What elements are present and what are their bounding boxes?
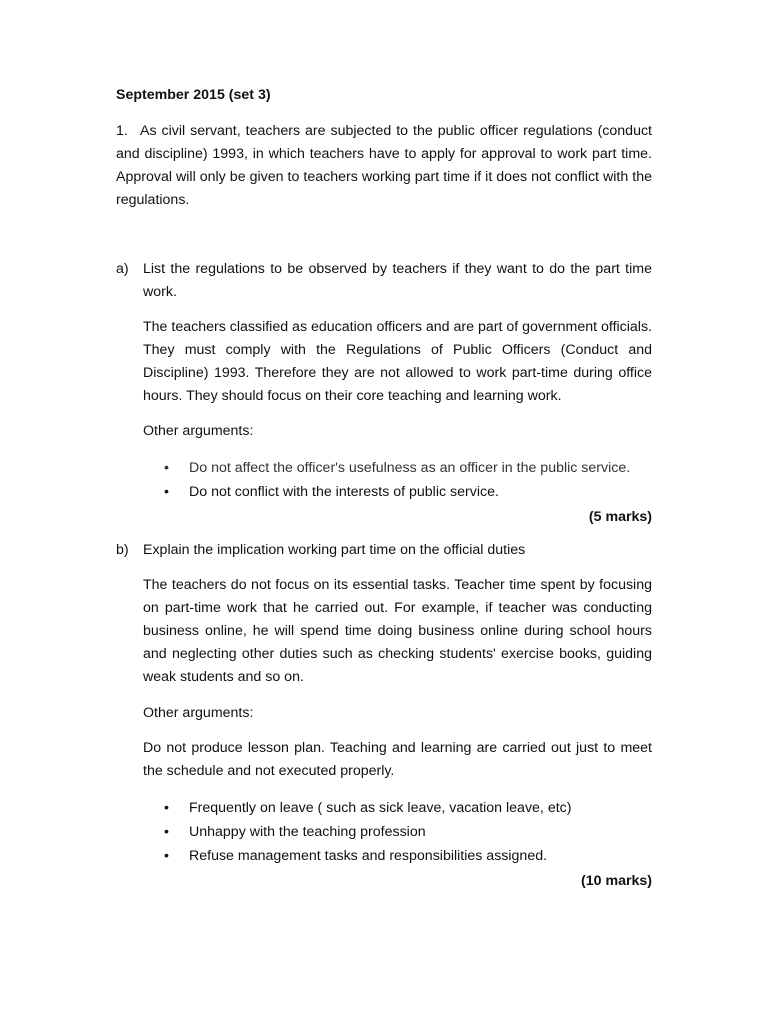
- question-1-number: 1.: [116, 123, 128, 139]
- list-item-text: Refuse management tasks and responsibilities assigned.: [189, 848, 548, 864]
- list-item: [143, 820, 652, 844]
- part-b-other-heading: Other arguments:: [143, 705, 254, 721]
- part-a-question: List the regulations to be observed by teachers if they want to do the part time work.: [143, 261, 652, 300]
- list-item-text: Do not conflict with the interests of public service.: [189, 484, 499, 500]
- list-item: [143, 844, 652, 868]
- part-b-marks: (10 marks): [581, 873, 652, 889]
- part-a-marks: (5 marks): [588, 509, 652, 525]
- part-b-label: b): [116, 542, 129, 558]
- bullet-icon: •: [164, 848, 169, 864]
- part-a-bullet-list: [143, 456, 652, 504]
- bullet-icon: •: [164, 824, 169, 840]
- bullet-icon: •: [164, 460, 169, 476]
- list-item: [143, 480, 652, 504]
- list-item: [143, 456, 652, 480]
- bullet-icon: •: [164, 484, 169, 500]
- list-item-text: Frequently on leave ( such as sick leave, vacation leave, etc): [189, 800, 572, 816]
- bullet-icon: •: [164, 800, 169, 816]
- question-1-text: As civil servant, teachers are subjected to the public officer regulations (conduct and discipline) 1993, in which teachers have to apply for approval to work part time. Approval will only be given to teachers working part time if it does not conflict with the regulations.: [116, 123, 652, 208]
- part-b-question: Explain the implication working part time on the official duties: [143, 542, 526, 558]
- part-b-bullet-list: [143, 796, 652, 868]
- part-a-answer: The teachers classified as education officers and are part of government officials. They must comply with the Regulations of Public Officers (Conduct and Discipline) 1993. Therefore they are not allowed to work part-time during office hours. They should focus on their core teaching and learning work.: [143, 319, 652, 404]
- question-1: [116, 120, 652, 212]
- part-a-label: a): [116, 261, 129, 277]
- page-title: September 2015 (set 3): [116, 87, 271, 103]
- list-item-text: Do not affect the officer's usefulness as an officer in the public service.: [189, 460, 631, 476]
- part-a-other-heading: Other arguments:: [143, 423, 254, 439]
- part-b-answer: The teachers do not focus on its essential tasks. Teacher time spent by focusing on part-time work that he carried out. For example, if teacher was conducting business online, he will spend time doing business online during school hours and neglecting other duties such as checking students' exercise books, guiding weak students and so on.: [143, 577, 652, 685]
- part-b-paragraph: Do not produce lesson plan. Teaching and learning are carried out just to meet the schedule and not executed properly.: [143, 740, 652, 779]
- list-item: [143, 796, 652, 820]
- list-item-text: Unhappy with the teaching profession: [189, 824, 426, 840]
